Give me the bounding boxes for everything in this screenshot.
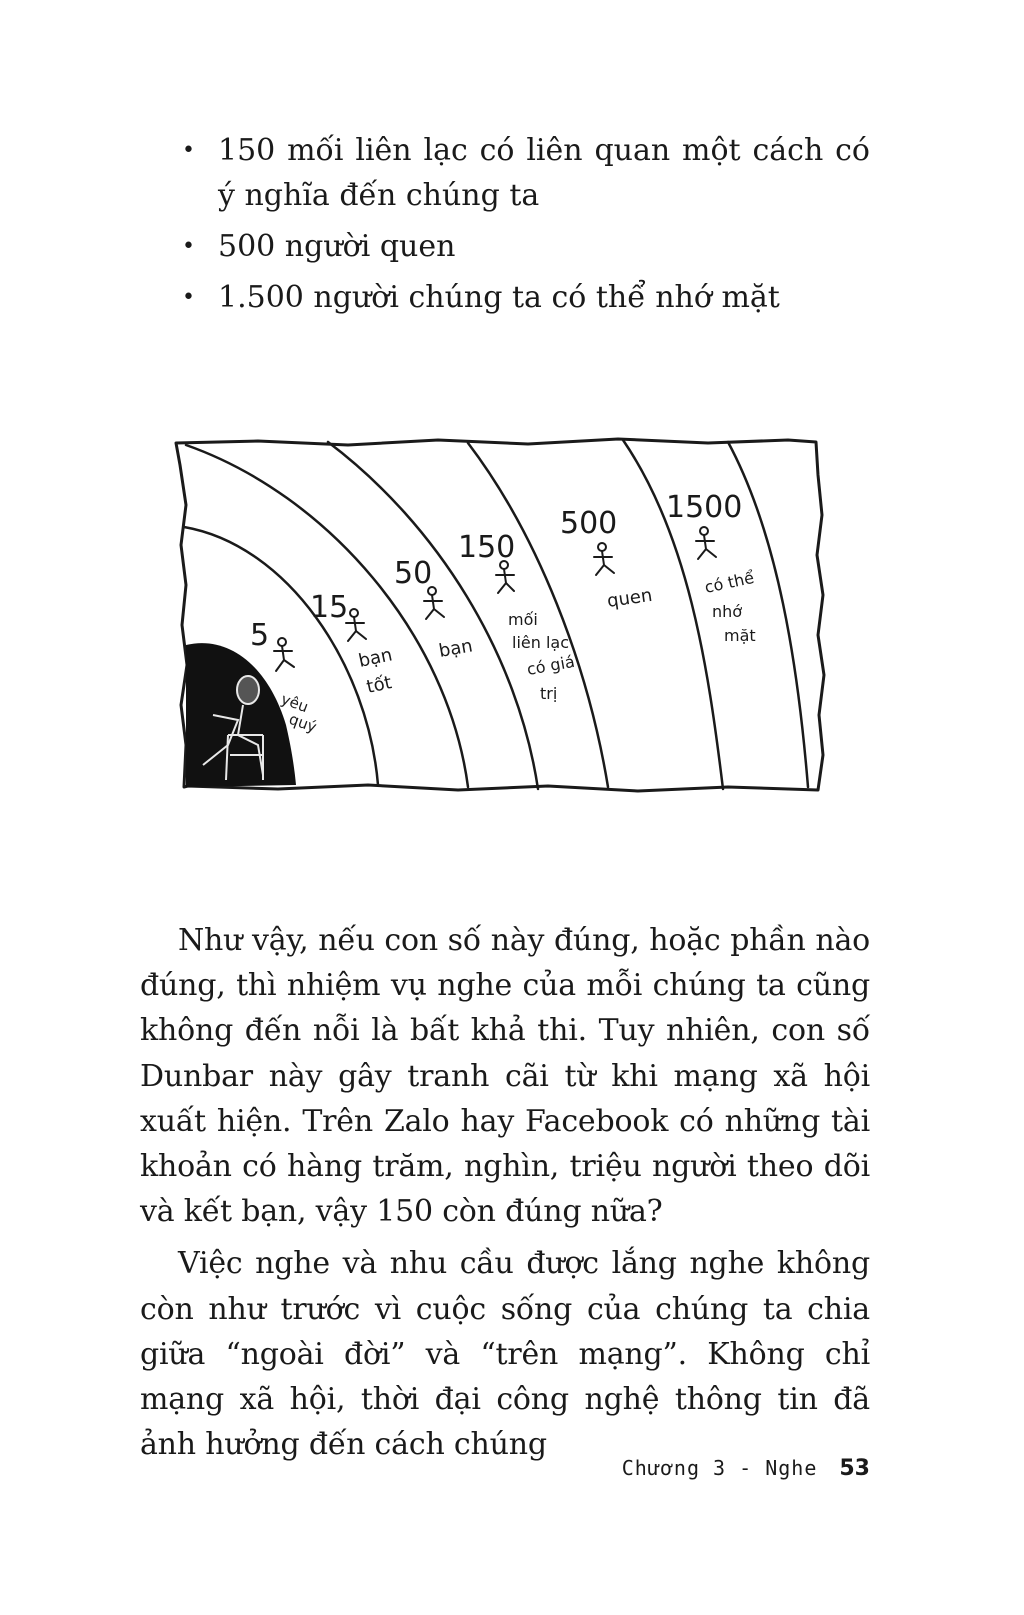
ring-label-line: quen — [605, 584, 654, 612]
page-footer — [622, 1456, 870, 1481]
bullet-item — [170, 128, 870, 218]
body-text — [140, 918, 870, 1474]
ring-label-line: mối — [508, 610, 538, 629]
stick-figure-icon — [696, 527, 716, 559]
ring-number: 5 — [250, 618, 270, 653]
ring-label-line: bạn — [356, 644, 395, 672]
bullet-dot-icon: • — [182, 234, 195, 259]
ring-number: 1500 — [666, 490, 743, 525]
stick-figure-icon — [274, 638, 294, 671]
stick-figure-icon — [424, 587, 444, 619]
ring-label-line: yêu — [278, 689, 311, 717]
bullet-dot-icon: • — [182, 285, 195, 310]
bullet-text: 150 mối liên lạc có liên quan một cách có ý nghĩa đến chúng ta — [218, 133, 870, 213]
ring-label-line: liên lạc — [512, 633, 570, 652]
stick-figure-icon — [594, 543, 614, 575]
ring-label-line: mặt — [724, 626, 756, 645]
ring-number: 500 — [560, 506, 618, 541]
bullet-text: 1.500 người chúng ta có thể nhớ mặt — [218, 280, 780, 315]
ring-number: 15 — [310, 590, 349, 625]
bullet-item — [170, 224, 870, 269]
chapter-label: Chương 3 - Nghe — [621, 1456, 818, 1480]
ring-number: 50 — [394, 556, 433, 591]
paragraph: Như vậy, nếu con số này đúng, hoặc phần nào đúng, thì nhiệm vụ nghe của mỗi chúng ta cũng không đến nỗi là bất khả thi. Tuy nhiên, con số Dunbar này gây tranh cãi từ khi mạng xã hội xuất hiện. Trên Zalo hay Facebook có những tài khoản có hàng trăm, nghìn, triệu người theo dõi và kết bạn, vậy 150 còn đúng nữa? — [140, 923, 870, 1230]
ring-label-line: bạn — [437, 635, 475, 662]
ring-label-line: nhớ — [712, 602, 743, 621]
bullet-text: 500 người quen — [218, 229, 456, 264]
bullet-list — [170, 128, 870, 326]
stick-figure-icon — [346, 609, 366, 641]
page-number: 53 — [839, 1456, 870, 1481]
paragraph: Việc nghe và nhu cầu được lắng nghe không còn như trước vì cuộc sống của chúng ta chia giữa “ngoài đời” và “trên mạng”. Không chỉ mạng xã hội, thời đại công nghệ thông tin đã ảnh hưởng đến cách chúng — [140, 1246, 870, 1463]
ring-label-line: có giá — [525, 651, 577, 679]
dunbar-circles-illustration — [168, 435, 848, 805]
ring-label-line: tốt — [364, 672, 394, 698]
bullet-item — [170, 275, 870, 320]
ring-label-line: quý — [286, 709, 320, 737]
bullet-dot-icon: • — [182, 138, 195, 163]
ring-number: 150 — [458, 530, 516, 565]
ring-label-line: trị — [540, 684, 558, 703]
ring-label-line: có thể — [702, 567, 756, 597]
stick-figure-icon — [496, 561, 514, 593]
